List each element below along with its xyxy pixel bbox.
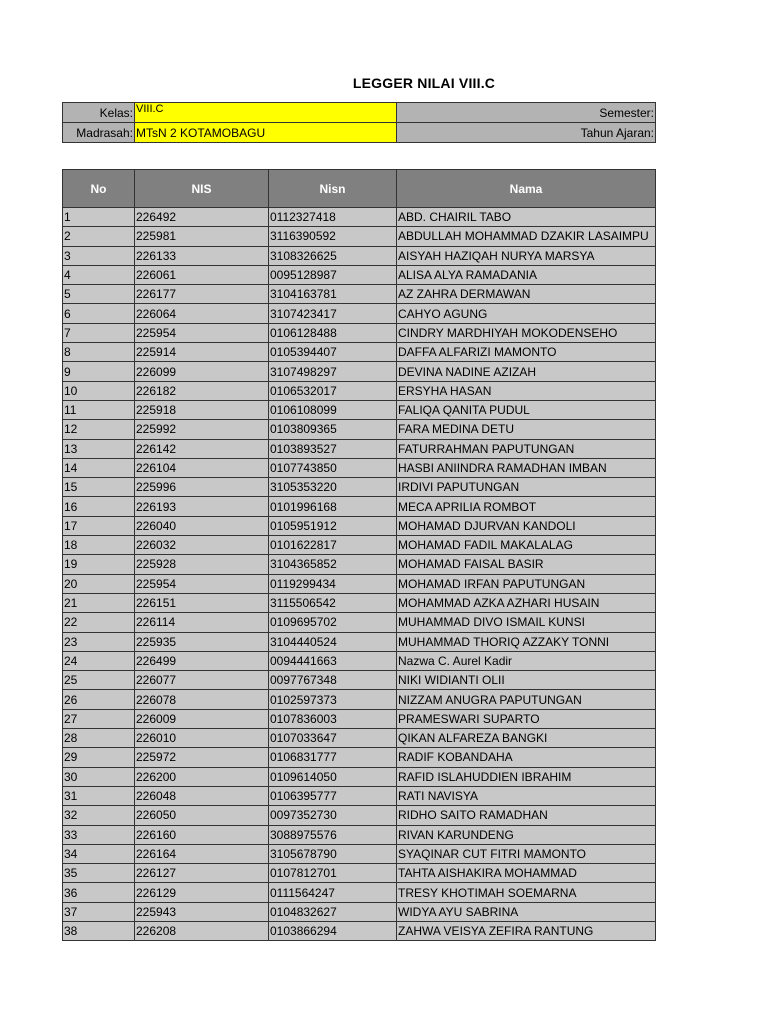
table-row — [63, 902, 656, 921]
table-row — [63, 651, 656, 670]
nisn-cell[interactable]: 3105678790 — [269, 844, 397, 863]
table-row — [63, 690, 656, 709]
nis-cell[interactable]: 225992 — [135, 420, 269, 439]
nisn-cell[interactable]: 3088975576 — [269, 825, 397, 844]
nis-cell[interactable]: 226129 — [135, 883, 269, 902]
table-row — [63, 536, 656, 555]
nis-cell[interactable]: 226032 — [135, 536, 269, 555]
nama-cell[interactable]: ABD. CHAIRIL TABO — [397, 208, 656, 227]
nis-cell[interactable]: 226114 — [135, 613, 269, 632]
table-header-row — [63, 170, 656, 208]
no-cell[interactable]: 10 — [63, 381, 135, 400]
no-cell[interactable]: 23 — [63, 632, 135, 651]
nisn-cell[interactable]: 3115506542 — [269, 593, 397, 612]
nama-cell[interactable]: HASBI ANIINDRA RAMADHAN IMBAN — [397, 458, 656, 477]
no-cell[interactable]: 24 — [63, 651, 135, 670]
no-cell[interactable]: 26 — [63, 690, 135, 709]
nisn-cell[interactable]: 3107423417 — [269, 304, 397, 323]
nama-cell[interactable]: MOHAMAD FAISAL BASIR — [397, 555, 656, 574]
no-cell[interactable]: 17 — [63, 516, 135, 535]
nama-cell[interactable]: FATURRAHMAN PAPUTUNGAN — [397, 439, 656, 458]
nisn-cell[interactable]: 0106831777 — [269, 748, 397, 767]
table-row — [63, 323, 656, 342]
nisn-cell[interactable]: 0112327418 — [269, 208, 397, 227]
nama-cell[interactable]: Nazwa C. Aurel Kadir — [397, 651, 656, 670]
table-row — [63, 420, 656, 439]
nisn-cell[interactable]: 3104163781 — [269, 285, 397, 304]
madrasah-value[interactable]: MTsN 2 KOTAMOBAGU — [135, 123, 397, 143]
nama-cell[interactable]: AISYAH HAZIQAH NURYA MARSYA — [397, 246, 656, 265]
nama-cell[interactable]: NIKI WIDIANTI OLII — [397, 671, 656, 690]
no-cell[interactable]: 16 — [63, 497, 135, 516]
table-row — [63, 613, 656, 632]
nisn-cell[interactable]: 0104832627 — [269, 902, 397, 921]
no-cell[interactable]: 2 — [63, 227, 135, 246]
kelas-value[interactable]: VIII.C — [135, 103, 397, 123]
no-cell[interactable]: 19 — [63, 555, 135, 574]
table-row — [63, 767, 656, 786]
no-cell[interactable]: 5 — [63, 285, 135, 304]
no-cell[interactable]: 37 — [63, 902, 135, 921]
nis-cell[interactable]: 226182 — [135, 381, 269, 400]
nisn-cell[interactable]: 0107743850 — [269, 458, 397, 477]
no-cell[interactable]: 36 — [63, 883, 135, 902]
table-body — [63, 208, 656, 941]
nisn-cell[interactable]: 0106395777 — [269, 786, 397, 805]
no-cell[interactable]: 13 — [63, 439, 135, 458]
table-row — [63, 381, 656, 400]
no-cell[interactable]: 29 — [63, 748, 135, 767]
no-cell[interactable]: 8 — [63, 343, 135, 362]
nisn-cell[interactable]: 0107033647 — [269, 729, 397, 748]
table-row — [63, 208, 656, 227]
table-row — [63, 227, 656, 246]
nisn-cell[interactable]: 3105353220 — [269, 478, 397, 497]
nisn-cell[interactable]: 0106108099 — [269, 400, 397, 419]
nama-cell[interactable]: MUHAMMAD THORIQ AZZAKY TONNI — [397, 632, 656, 651]
nisn-cell[interactable]: 3108326625 — [269, 246, 397, 265]
header-nama: Nama — [397, 170, 656, 208]
nisn-cell[interactable]: 0109695702 — [269, 613, 397, 632]
nis-cell[interactable]: 225914 — [135, 343, 269, 362]
nama-cell[interactable]: MOHAMAD DJURVAN KANDOLI — [397, 516, 656, 535]
nis-cell[interactable]: 226499 — [135, 651, 269, 670]
no-cell[interactable]: 11 — [63, 400, 135, 419]
info-row-madrasah — [63, 123, 656, 143]
nis-cell[interactable]: 225928 — [135, 555, 269, 574]
nis-cell[interactable]: 226040 — [135, 516, 269, 535]
nis-cell[interactable]: 226142 — [135, 439, 269, 458]
nisn-cell[interactable]: 0097352730 — [269, 806, 397, 825]
nama-cell[interactable]: MECA APRILIA ROMBOT — [397, 497, 656, 516]
nama-cell[interactable]: RAFID ISLAHUDDIEN IBRAHIM — [397, 767, 656, 786]
nama-cell[interactable]: ERSYHA HASAN — [397, 381, 656, 400]
nis-cell[interactable]: 226077 — [135, 671, 269, 690]
table-row — [63, 516, 656, 535]
table-row — [63, 439, 656, 458]
no-cell[interactable]: 34 — [63, 844, 135, 863]
info-row-kelas — [63, 103, 656, 123]
nama-cell[interactable]: DAFFA ALFARIZI MAMONTO — [397, 343, 656, 362]
nama-cell[interactable]: MOHAMAD IRFAN PAPUTUNGAN — [397, 574, 656, 593]
nis-cell[interactable]: 225954 — [135, 574, 269, 593]
nama-cell[interactable]: WIDYA AYU SABRINA — [397, 902, 656, 921]
no-cell[interactable]: 38 — [63, 921, 135, 940]
nisn-cell[interactable]: 3116390592 — [269, 227, 397, 246]
no-cell[interactable]: 18 — [63, 536, 135, 555]
table-row — [63, 343, 656, 362]
nis-cell[interactable]: 225996 — [135, 478, 269, 497]
no-cell[interactable]: 21 — [63, 593, 135, 612]
no-cell[interactable]: 28 — [63, 729, 135, 748]
nisn-cell[interactable]: 0107836003 — [269, 709, 397, 728]
nama-cell[interactable]: RIDHO SAITO RAMADHAN — [397, 806, 656, 825]
semester-label: Semester: — [397, 103, 656, 123]
nama-cell[interactable]: TRESY KHOTIMAH SOEMARNA — [397, 883, 656, 902]
nama-cell[interactable]: CINDRY MARDHIYAH MOKODENSEHO — [397, 323, 656, 342]
nama-cell[interactable]: MOHAMMAD AZKA AZHARI HUSAIN — [397, 593, 656, 612]
table-row — [63, 265, 656, 284]
nisn-cell[interactable]: 0106532017 — [269, 381, 397, 400]
nisn-cell[interactable]: 0097767348 — [269, 671, 397, 690]
table-row — [63, 844, 656, 863]
nama-cell[interactable]: QIKAN ALFAREZA BANGKI — [397, 729, 656, 748]
no-cell[interactable]: 12 — [63, 420, 135, 439]
kelas-label: Kelas: — [63, 103, 135, 123]
nama-cell[interactable]: AZ ZAHRA DERMAWAN — [397, 285, 656, 304]
nis-cell[interactable]: 226078 — [135, 690, 269, 709]
nisn-cell[interactable]: 0107812701 — [269, 864, 397, 883]
no-cell[interactable]: 3 — [63, 246, 135, 265]
header-nisn: Nisn — [269, 170, 397, 208]
table-row — [63, 497, 656, 516]
nis-cell[interactable]: 226164 — [135, 844, 269, 863]
nis-cell[interactable]: 226127 — [135, 864, 269, 883]
nama-cell[interactable]: ABDULLAH MOHAMMAD DZAKIR LASAIMPU — [397, 227, 656, 246]
nama-cell[interactable]: MOHAMAD FADIL MAKALALAG — [397, 536, 656, 555]
table-row — [63, 574, 656, 593]
table-row — [63, 806, 656, 825]
table-row — [63, 729, 656, 748]
nama-cell[interactable]: FALIQA QANITA PUDUL — [397, 400, 656, 419]
no-cell[interactable]: 30 — [63, 767, 135, 786]
nama-cell[interactable]: DEVINA NADINE AZIZAH — [397, 362, 656, 381]
nisn-cell[interactable]: 0095128987 — [269, 265, 397, 284]
nis-cell[interactable]: 225918 — [135, 400, 269, 419]
no-cell[interactable]: 7 — [63, 323, 135, 342]
table-row — [63, 748, 656, 767]
nama-cell[interactable]: FARA MEDINA DETU — [397, 420, 656, 439]
info-table — [62, 102, 656, 143]
no-cell[interactable]: 32 — [63, 806, 135, 825]
nisn-cell[interactable]: 0106128488 — [269, 323, 397, 342]
nisn-cell[interactable]: 0109614050 — [269, 767, 397, 786]
nama-cell[interactable]: IRDIVI PAPUTUNGAN — [397, 478, 656, 497]
nama-cell[interactable]: TAHTA AISHAKIRA MOHAMMAD — [397, 864, 656, 883]
table-row — [63, 921, 656, 940]
nisn-cell[interactable]: 0111564247 — [269, 883, 397, 902]
table-row — [63, 883, 656, 902]
no-cell[interactable]: 1 — [63, 208, 135, 227]
no-cell[interactable]: 27 — [63, 709, 135, 728]
nis-cell[interactable]: 226104 — [135, 458, 269, 477]
nis-cell[interactable]: 226177 — [135, 285, 269, 304]
tahun-ajaran-label: Tahun Ajaran: — [397, 123, 656, 143]
no-cell[interactable]: 20 — [63, 574, 135, 593]
nisn-cell[interactable]: 0103866294 — [269, 921, 397, 940]
nis-cell[interactable]: 226064 — [135, 304, 269, 323]
table-row — [63, 671, 656, 690]
no-cell[interactable]: 33 — [63, 825, 135, 844]
nis-cell[interactable]: 225972 — [135, 748, 269, 767]
nisn-cell[interactable]: 0094441663 — [269, 651, 397, 670]
nama-cell[interactable]: PRAMESWARI SUPARTO — [397, 709, 656, 728]
table-row — [63, 709, 656, 728]
no-cell[interactable]: 25 — [63, 671, 135, 690]
nis-cell[interactable]: 226151 — [135, 593, 269, 612]
nama-cell[interactable]: ALISA ALYA RAMADANIA — [397, 265, 656, 284]
table-row — [63, 825, 656, 844]
table-row — [63, 285, 656, 304]
table-row — [63, 246, 656, 265]
header-no: No — [63, 170, 135, 208]
table-row — [63, 593, 656, 612]
nis-cell[interactable]: 225943 — [135, 902, 269, 921]
nis-cell[interactable]: 226200 — [135, 767, 269, 786]
nama-cell[interactable]: RATI NAVISYA — [397, 786, 656, 805]
table-row — [63, 478, 656, 497]
nisn-cell[interactable]: 0103893527 — [269, 439, 397, 458]
nis-cell[interactable]: 226050 — [135, 806, 269, 825]
table-row — [63, 632, 656, 651]
nis-cell[interactable]: 225935 — [135, 632, 269, 651]
nisn-cell[interactable]: 3104440524 — [269, 632, 397, 651]
nisn-cell[interactable]: 0103809365 — [269, 420, 397, 439]
nis-cell[interactable]: 226048 — [135, 786, 269, 805]
nisn-cell[interactable]: 0101996168 — [269, 497, 397, 516]
nisn-cell[interactable]: 3107498297 — [269, 362, 397, 381]
header-nis: NIS — [135, 170, 269, 208]
nisn-cell[interactable]: 0101622817 — [269, 536, 397, 555]
nis-cell[interactable]: 226061 — [135, 265, 269, 284]
nis-cell[interactable]: 226099 — [135, 362, 269, 381]
nama-cell[interactable]: RIVAN KARUNDENG — [397, 825, 656, 844]
no-cell[interactable]: 4 — [63, 265, 135, 284]
no-cell[interactable]: 9 — [63, 362, 135, 381]
nisn-cell[interactable]: 0119299434 — [269, 574, 397, 593]
table-row — [63, 786, 656, 805]
nama-cell[interactable]: NIZZAM ANUGRA PAPUTUNGAN — [397, 690, 656, 709]
nama-cell[interactable]: RADIF KOBANDAHA — [397, 748, 656, 767]
student-table — [62, 169, 656, 941]
nisn-cell[interactable]: 0102597373 — [269, 690, 397, 709]
no-cell[interactable]: 35 — [63, 864, 135, 883]
nis-cell[interactable]: 225954 — [135, 323, 269, 342]
nisn-cell[interactable]: 0105951912 — [269, 516, 397, 535]
no-cell[interactable]: 22 — [63, 613, 135, 632]
nama-cell[interactable]: ZAHWA VEISYA ZEFIRA RANTUNG — [397, 921, 656, 940]
no-cell[interactable]: 15 — [63, 478, 135, 497]
nis-cell[interactable]: 226492 — [135, 208, 269, 227]
nis-cell[interactable]: 226009 — [135, 709, 269, 728]
table-row — [63, 458, 656, 477]
nisn-cell[interactable]: 0105394407 — [269, 343, 397, 362]
no-cell[interactable]: 6 — [63, 304, 135, 323]
table-row — [63, 362, 656, 381]
table-row — [63, 555, 656, 574]
nis-cell[interactable]: 226010 — [135, 729, 269, 748]
table-row — [63, 864, 656, 883]
nis-cell[interactable]: 226208 — [135, 921, 269, 940]
nama-cell[interactable]: CAHYO AGUNG — [397, 304, 656, 323]
nis-cell[interactable]: 226193 — [135, 497, 269, 516]
table-row — [63, 400, 656, 419]
no-cell[interactable]: 14 — [63, 458, 135, 477]
nis-cell[interactable]: 225981 — [135, 227, 269, 246]
table-row — [63, 304, 656, 323]
nama-cell[interactable]: MUHAMMAD DIVO ISMAIL KUNSI — [397, 613, 656, 632]
nis-cell[interactable]: 226160 — [135, 825, 269, 844]
nisn-cell[interactable]: 3104365852 — [269, 555, 397, 574]
madrasah-label: Madrasah: — [63, 123, 135, 143]
nama-cell[interactable]: SYAQINAR CUT FITRI MAMONTO — [397, 844, 656, 863]
page-title: LEGGER NILAI VIII.C — [352, 75, 496, 91]
no-cell[interactable]: 31 — [63, 786, 135, 805]
nis-cell[interactable]: 226133 — [135, 246, 269, 265]
